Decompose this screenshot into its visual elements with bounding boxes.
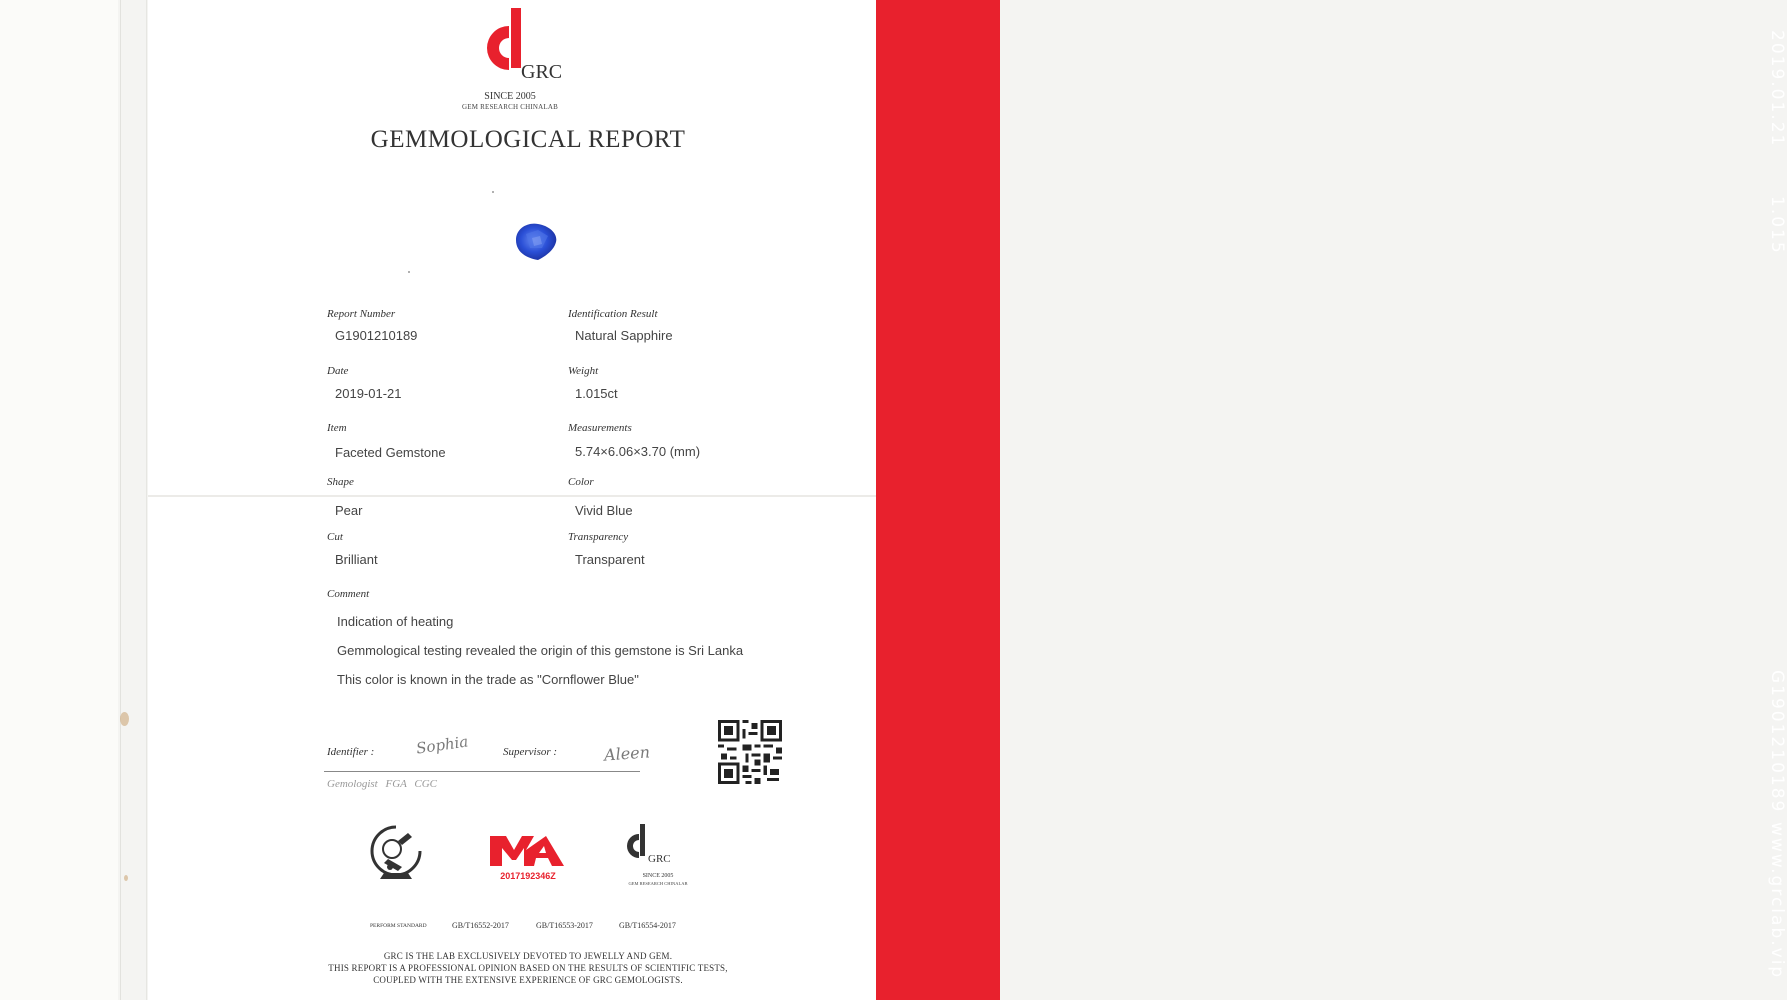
identifier-signature: Sophia bbox=[415, 732, 470, 758]
report-number-label: Report Number bbox=[327, 308, 396, 320]
cma-logo bbox=[486, 830, 568, 870]
small-logo-since: SINCE 2005 bbox=[642, 873, 674, 879]
identification-label: Identification Result bbox=[568, 308, 658, 320]
small-logo-lab-name: GEM RESEARCH CHINALAB bbox=[628, 881, 688, 886]
standard-item: GB/T16553-2017 bbox=[536, 921, 593, 930]
paper-crease bbox=[148, 495, 876, 497]
color-value: Vivid Blue bbox=[575, 503, 633, 518]
item-value: Faceted Gemstone bbox=[335, 445, 446, 460]
qr-code[interactable] bbox=[718, 720, 782, 784]
item-label: Item bbox=[327, 422, 347, 434]
weight-value: 1.015ct bbox=[575, 386, 618, 401]
footer-line: THIS REPORT IS A PROFESSIONAL OPINION BASED ON THE RESULTS OF SCIENTIFIC TESTS, bbox=[328, 963, 728, 973]
transparency-value: Transparent bbox=[575, 552, 645, 567]
band-weight: 1.015 bbox=[1767, 196, 1787, 255]
cma-number: 2017192346Z bbox=[500, 871, 556, 881]
comment-line: Indication of heating bbox=[337, 614, 454, 629]
shape-label: Shape bbox=[327, 476, 354, 488]
accreditation-logo bbox=[368, 823, 424, 883]
supervisor-label: Supervisor : bbox=[503, 746, 558, 758]
paper-stain bbox=[120, 712, 129, 726]
report-number-value: G1901210189 bbox=[335, 328, 418, 343]
paper-stain bbox=[124, 875, 128, 881]
band-website: www.grclab.vip bbox=[1767, 822, 1787, 980]
identification-value: Natural Sapphire bbox=[575, 328, 673, 343]
cut-label: Cut bbox=[327, 531, 343, 543]
comment-line: This color is known in the trade as "Cornflower Blue" bbox=[337, 672, 639, 687]
small-logo-brand: GRC bbox=[648, 853, 671, 865]
standard-item: GB/T16554-2017 bbox=[619, 921, 676, 930]
fold-line bbox=[146, 0, 147, 1000]
side-band bbox=[876, 0, 1787, 1000]
gemologist-credentials: Gemologist FGA CGC bbox=[327, 778, 438, 790]
fold-line bbox=[120, 0, 121, 1000]
grc-small-logo bbox=[622, 822, 682, 872]
comment-line: Gemmological testing revealed the origin of this gemstone is Sri Lanka bbox=[337, 643, 744, 658]
speck bbox=[408, 271, 410, 273]
color-label: Color bbox=[568, 476, 594, 488]
footer-line: GRC IS THE LAB EXCLUSIVELY DEVOTED TO JEWELLY AND GEM. bbox=[383, 951, 673, 961]
cut-value: Brilliant bbox=[335, 552, 378, 567]
date-value: 2019-01-21 bbox=[335, 386, 402, 401]
supervisor-signature: Aleen bbox=[603, 742, 651, 765]
gemstone-image bbox=[512, 220, 560, 262]
measurements-label: Measurements bbox=[568, 422, 632, 434]
speck bbox=[492, 191, 494, 193]
weight-label: Weight bbox=[568, 365, 599, 377]
comment-label: Comment bbox=[327, 588, 370, 600]
signature-line bbox=[324, 771, 640, 772]
logo-since: SINCE 2005 bbox=[484, 91, 536, 102]
footer-line: COUPLED WITH THE EXTENSIVE EXPERIENCE OF GRC GEMOLOGISTS. bbox=[373, 975, 683, 985]
left-margin bbox=[0, 0, 118, 1000]
standard-item: GB/T16552-2017 bbox=[452, 921, 509, 930]
standards-label: PERFORM STANDARD bbox=[370, 923, 427, 929]
band-date: 2019.01.21 bbox=[1767, 30, 1787, 148]
report-title: GEMMOLOGICAL REPORT bbox=[370, 126, 686, 153]
measurements-value: 5.74×6.06×3.70 (mm) bbox=[575, 444, 701, 459]
shape-value: Pear bbox=[335, 503, 363, 518]
logo-lab-name: GEM RESEARCH CHINALAB bbox=[462, 103, 558, 111]
transparency-label: Transparency bbox=[568, 531, 629, 543]
date-label: Date bbox=[327, 365, 349, 377]
identifier-label: Identifier : bbox=[327, 746, 375, 758]
logo-brand: GRC bbox=[521, 61, 563, 83]
band-report-number: G1901210189 bbox=[1767, 670, 1787, 814]
